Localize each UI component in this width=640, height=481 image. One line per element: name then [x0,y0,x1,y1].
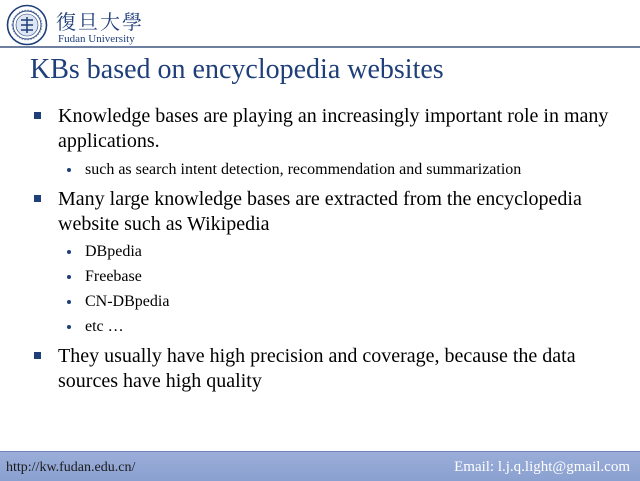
dot-bullet-icon [67,300,71,304]
bullet-item [58,187,618,237]
square-bullet-icon [34,352,41,359]
sub-bullet-text: such as search intent detection, recommendation and summarization [85,161,522,178]
sub-bullet-text: CN-DBpedia [85,293,170,310]
dot-bullet-icon [67,275,71,279]
bullet-item [58,344,618,394]
bullet-item [58,104,618,154]
sub-bullet-item [85,317,605,337]
dot-bullet-icon [67,168,71,172]
sub-bullet-text: DBpedia [85,243,142,260]
sub-bullet-item [85,292,605,312]
logo-chinese-name: 復旦大學 [56,10,144,34]
bullet-text: They usually have high precision and coverage, because the data sources have high quality [58,345,576,392]
footer-email-link[interactable]: Email: l.j.q.light@gmail.com [454,459,630,475]
sub-bullet-item [85,242,605,262]
footer-bar [0,451,640,481]
dot-bullet-icon [67,325,71,329]
dot-bullet-icon [67,250,71,254]
slide-title: KBs based on encyclopedia websites [30,54,444,85]
footer-url-link[interactable]: http://kw.fudan.edu.cn/ [6,460,136,475]
square-bullet-icon [34,112,41,119]
sub-bullet-text: Freebase [85,268,142,285]
logo-english-name: Fudan University [58,33,135,45]
sub-bullet-item [85,160,605,180]
sub-bullet-text: etc … [85,318,124,335]
bullet-text: Many large knowledge bases are extracted from the encyclopedia website such as Wikipedia [58,188,582,235]
square-bullet-icon [34,195,41,202]
sub-bullet-item [85,267,605,287]
bullet-text: Knowledge bases are playing an increasingly important role in many applications. [58,105,609,152]
